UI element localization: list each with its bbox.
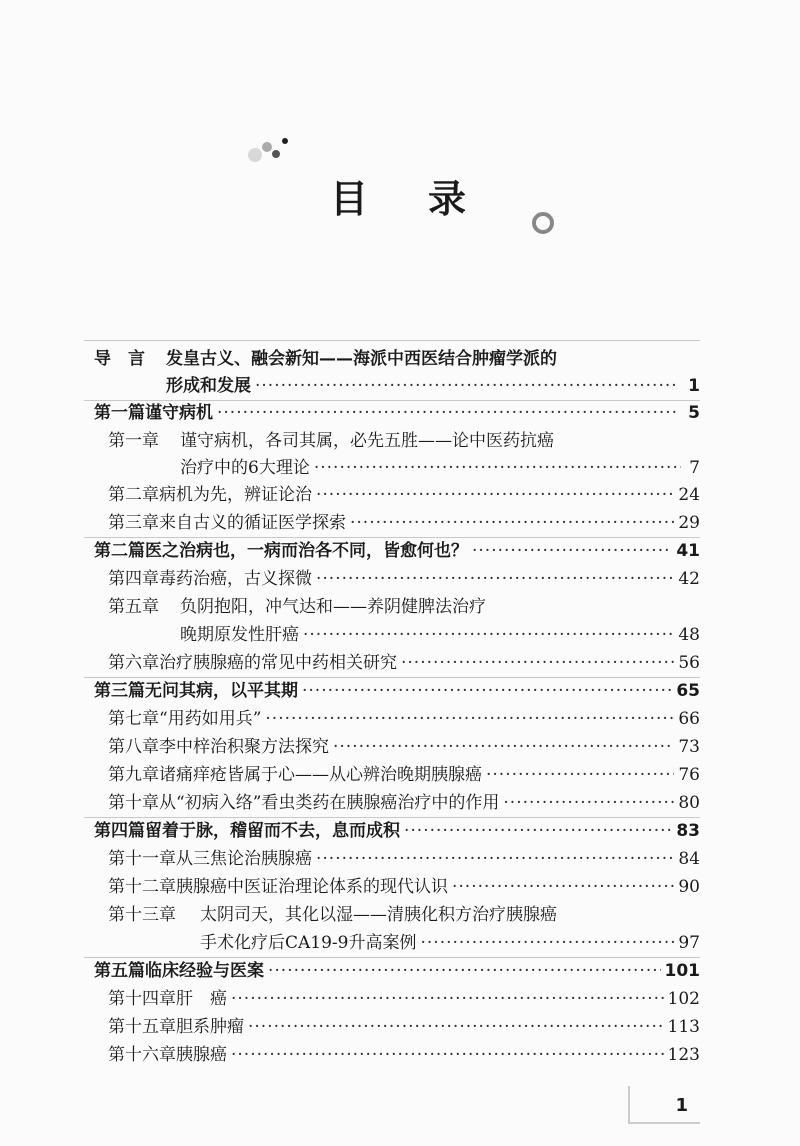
- toc-entry[interactable]: [108, 848, 700, 870]
- leader-dots: [303, 624, 674, 646]
- toc-text: 临床经验与医案: [145, 961, 264, 981]
- leader-dots: [350, 512, 674, 534]
- toc-label: 第十一章: [108, 849, 176, 869]
- toc-page: 42: [678, 569, 700, 589]
- page-title-char: 目: [330, 176, 369, 221]
- toc-page: 24: [678, 485, 700, 505]
- toc-entry[interactable]: [166, 375, 700, 397]
- toc-text: 谨守病机，各司其属，必先五胜——论中医药抗癌: [180, 431, 554, 451]
- toc-text: 谨守病机: [145, 403, 213, 423]
- toc-text: 肝 癌: [176, 989, 227, 1009]
- leader-dots: [314, 457, 681, 479]
- toc-entry[interactable]: [108, 904, 700, 926]
- toc-text: 诸痛痒疮皆属于心——从心辨治晚期胰腺癌: [159, 765, 482, 785]
- divider: [84, 677, 700, 678]
- leader-dots: [316, 484, 674, 506]
- toc-label: 第三篇: [94, 681, 145, 701]
- decorative-dot: [248, 148, 262, 162]
- toc-text: “用药如用兵”: [159, 709, 262, 729]
- toc-text: 形成和发展: [166, 376, 251, 396]
- decorative-ring: [532, 212, 554, 234]
- toc-label: 第一章: [108, 431, 159, 451]
- toc-text: 从三焦论治胰腺癌: [176, 849, 312, 869]
- toc-text: 治疗胰腺癌的常见中药相关研究: [159, 653, 397, 673]
- toc-text: 病机为先，辨证论治: [159, 485, 312, 505]
- toc-text: 负阴抱阳，冲气达和——养阴健脾法治疗: [180, 597, 486, 617]
- toc-page: 123: [667, 1045, 700, 1065]
- toc-entry[interactable]: [94, 348, 702, 370]
- decorative-dot: [272, 150, 280, 158]
- toc-page: 76: [678, 765, 700, 785]
- toc-page: 90: [678, 877, 700, 897]
- leader-dots: [401, 652, 674, 674]
- leader-dots: [452, 876, 674, 898]
- toc-text: 留着于脉，稽留而不去，息而成积: [145, 821, 400, 841]
- decorative-dot: [262, 142, 272, 152]
- toc-label: 导 言: [94, 349, 145, 369]
- toc-label: 第七章: [108, 709, 159, 729]
- toc-label: 第一篇: [94, 403, 145, 423]
- toc-entry[interactable]: [108, 568, 700, 590]
- toc-entry[interactable]: [94, 402, 700, 424]
- toc-page: 113: [667, 1017, 700, 1037]
- leader-dots: [231, 1044, 664, 1066]
- toc-label: 第十五章: [108, 1017, 176, 1037]
- toc-text: 发皇古义、融会新知——海派中西医结合肿瘤学派的: [166, 349, 557, 369]
- toc-entry[interactable]: [180, 457, 700, 479]
- leader-dots: [404, 820, 672, 842]
- toc-label: 第十二章: [108, 877, 176, 897]
- toc-label: 第八章: [108, 737, 159, 757]
- toc-label: 第六章: [108, 653, 159, 673]
- toc-text: 李中梓治积聚方法探究: [159, 737, 329, 757]
- divider: [84, 957, 700, 958]
- toc-label: 第五篇: [94, 961, 145, 981]
- toc-page: 1: [688, 376, 700, 396]
- toc-entry[interactable]: [180, 624, 700, 646]
- leader-dots: [486, 764, 674, 786]
- toc-text: 胰腺癌: [176, 1045, 227, 1065]
- toc-entry[interactable]: [94, 820, 700, 842]
- toc-entry[interactable]: [200, 932, 700, 954]
- toc-label: 第十四章: [108, 989, 176, 1009]
- toc-label: 第二章: [108, 485, 159, 505]
- toc-entry[interactable]: [108, 1044, 700, 1066]
- toc-text: 来自古义的循证医学探索: [159, 513, 346, 533]
- toc-text: 从“初病入络”看虫类药在胰腺癌治疗中的作用: [159, 793, 500, 813]
- leader-dots: [255, 375, 679, 397]
- divider: [84, 537, 700, 538]
- decorative-dot: [282, 138, 288, 144]
- toc-entry[interactable]: [108, 652, 700, 674]
- toc-text: 治疗中的6大理论: [180, 458, 310, 478]
- toc-text: 晚期原发性肝癌: [180, 625, 299, 645]
- toc-text: 无问其病，以平其期: [145, 681, 298, 701]
- toc-page: 101: [664, 961, 700, 981]
- leader-dots: [265, 708, 674, 730]
- toc-page: 5: [688, 403, 700, 423]
- toc-page: 97: [678, 933, 700, 953]
- toc-text: 胆系肿瘤: [176, 1017, 244, 1037]
- leader-dots: [316, 848, 674, 870]
- page-title-char: 录: [428, 176, 467, 221]
- divider: [84, 400, 700, 401]
- toc-entry[interactable]: [94, 540, 700, 562]
- toc-text: 太阴司天，其化以湿——清胰化积方治疗胰腺癌: [200, 905, 557, 925]
- leader-dots: [333, 736, 674, 758]
- toc-page: 65: [676, 681, 700, 701]
- toc-entry[interactable]: [94, 960, 700, 982]
- toc-page: 56: [678, 653, 700, 673]
- leader-dots: [248, 1016, 664, 1038]
- toc-entry[interactable]: [108, 792, 700, 814]
- leader-dots: [268, 960, 661, 982]
- toc-label: 第四章: [108, 569, 159, 589]
- toc-entry[interactable]: [108, 596, 700, 618]
- toc-text: 手术化疗后CA19-9升高案例: [200, 933, 417, 953]
- leader-dots: [503, 792, 674, 814]
- toc-label: 第九章: [108, 765, 159, 785]
- divider: [84, 340, 700, 341]
- toc-page: 7: [689, 458, 700, 478]
- toc-label: 第四篇: [94, 821, 145, 841]
- leader-dots: [302, 680, 672, 702]
- toc-label: 第五章: [108, 597, 159, 617]
- divider: [84, 817, 700, 818]
- toc-entry[interactable]: [108, 736, 700, 758]
- toc-text: 医之治病也，一病而治各不同，皆愈何也？: [145, 541, 468, 561]
- page-corner-decoration: [628, 1086, 700, 1124]
- toc-label: 第三章: [108, 513, 159, 533]
- toc-entry[interactable]: [108, 988, 700, 1010]
- toc-page: 102: [667, 989, 700, 1009]
- toc-page: 66: [678, 709, 700, 729]
- toc-page: 80: [678, 793, 700, 813]
- toc-entry[interactable]: [108, 708, 700, 730]
- toc-page: 29: [678, 513, 700, 533]
- toc-page: 48: [678, 625, 700, 645]
- toc-page: 83: [676, 821, 700, 841]
- page-number: 1: [675, 1095, 688, 1116]
- toc-entry[interactable]: [108, 1016, 700, 1038]
- leader-dots: [316, 568, 674, 590]
- toc-page: 41: [676, 541, 700, 561]
- toc-text: 毒药治癌，古义探微: [159, 569, 312, 589]
- toc-entry[interactable]: [108, 512, 700, 534]
- toc-label: 第十章: [108, 793, 159, 813]
- toc-entry[interactable]: [108, 764, 700, 786]
- leader-dots: [420, 932, 674, 954]
- toc-entry[interactable]: [94, 680, 700, 702]
- toc-text: 胰腺癌中医证治理论体系的现代认识: [176, 877, 448, 897]
- leader-dots: [472, 540, 672, 562]
- toc-page: 84: [678, 849, 700, 869]
- toc-entry[interactable]: [108, 876, 700, 898]
- toc-page: 73: [678, 737, 700, 757]
- leader-dots: [231, 988, 664, 1010]
- toc-label: 第二篇: [94, 541, 145, 561]
- toc-entry[interactable]: [108, 430, 700, 452]
- toc-label: 第十六章: [108, 1045, 176, 1065]
- toc-entry[interactable]: [108, 484, 700, 506]
- toc-label: 第十三章: [108, 905, 176, 925]
- leader-dots: [217, 402, 677, 424]
